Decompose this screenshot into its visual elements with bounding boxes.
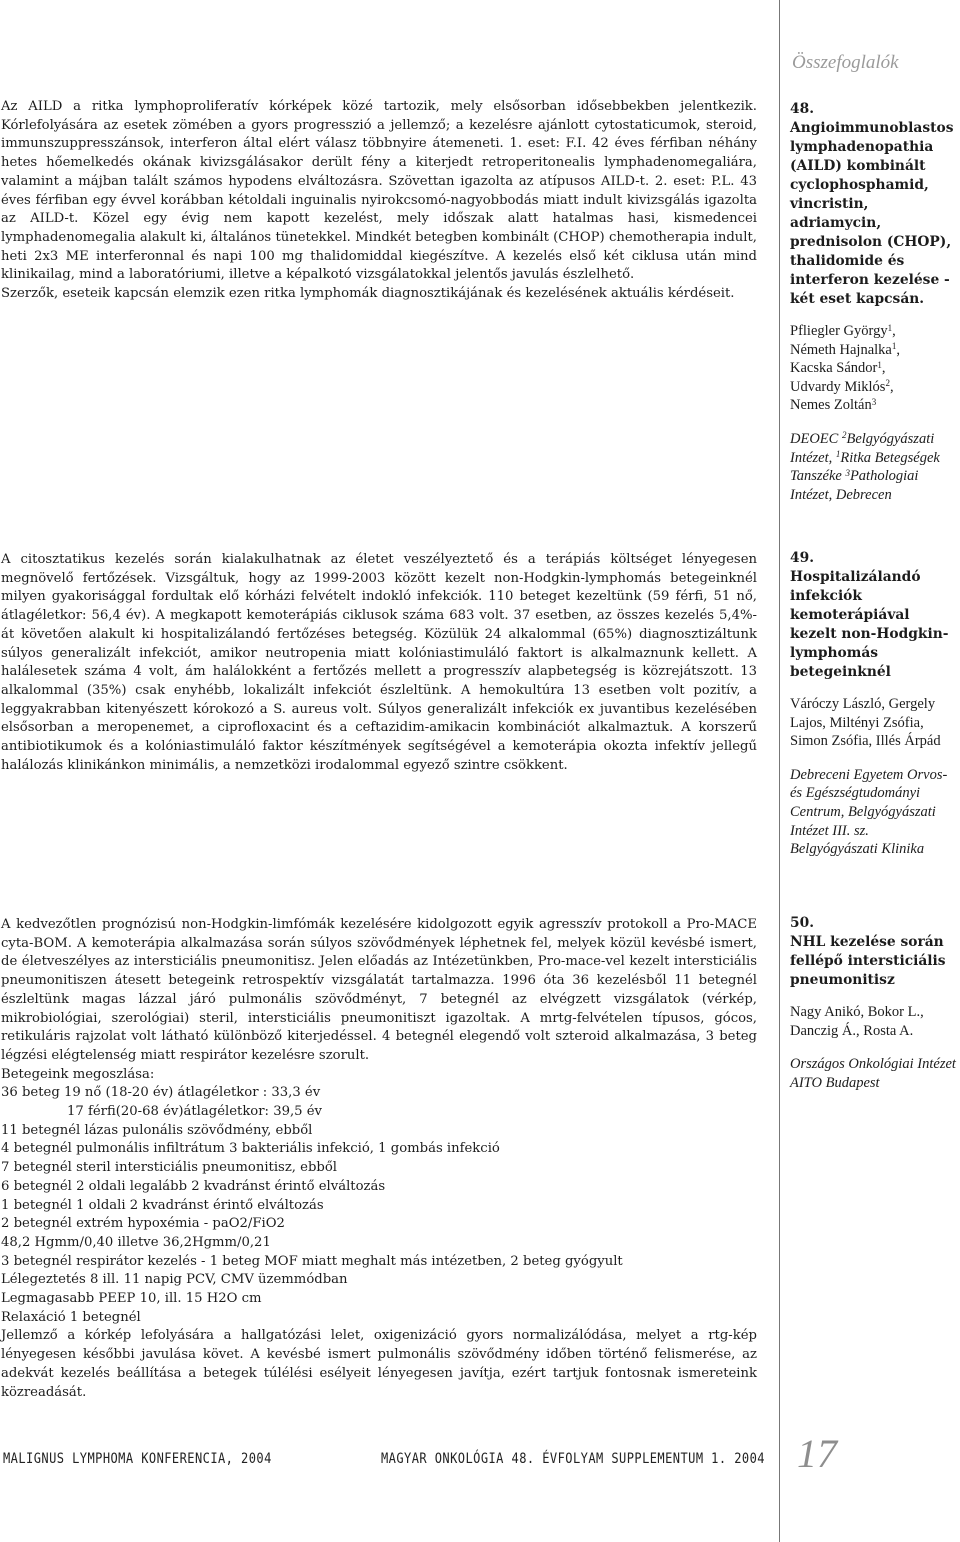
- abstract-50-list: [1, 1066, 757, 1328]
- abstract-48-sidebar: [790, 100, 960, 504]
- abstract-50-institution: Országos Onkológiai Intézet AITO Budapest: [790, 1056, 956, 1091]
- list-line: 6 betegnél 2 oldali legalább 2 kvadránst érintő elváltozás: [1, 1178, 386, 1194]
- abstract-48-paragraph-2: Szerzők, eseteik kapcsán elemzik ezen ritka lymphomák diagnosztikájának és kezelésének aktuális kérdéseit.: [1, 286, 735, 302]
- list-line: Relaxáció 1 betegnél: [1, 1309, 141, 1325]
- author: Pfliegler György$^1$,: [790, 322, 896, 339]
- list-line: 17 férfi(20-68 év)átlagéletkor: 39,5 év: [67, 1104, 322, 1120]
- list-line: 3 betegnél respirátor kezelés - 1 beteg MOF miatt meghalt más intézetben, 2 beteg gyógyult: [1, 1253, 623, 1269]
- author: Udvardy Miklós$^2$,: [790, 378, 894, 395]
- abstract-50-sidebar: [790, 914, 960, 1092]
- abstract-50-body: [1, 916, 757, 1402]
- abstract-49-number: 49.: [790, 550, 815, 566]
- abstract-48-body: [1, 98, 757, 304]
- abstract-48-institution: DEOEC $^2$Belgyógyászati Intézet, $^1$Ritka Betegségek Tanszéke $^3$Pathologiai Intézet, Debrecen: [790, 430, 940, 503]
- abstract-49-institution: Debreceni Egyetem Orvos- és Egészségtudományi Centrum, Belgyógyászati Intézet III. sz. Belgyógyászati Klinika: [790, 766, 948, 858]
- list-line: 4 betegnél pulmonális infiltrátum 3 bakteriális infekció, 1 gombás infekció: [1, 1141, 500, 1157]
- abstract-48-number: 48.: [790, 101, 815, 117]
- section-header: Összefoglalók: [792, 52, 899, 73]
- list-line: 1 betegnél 1 oldali 2 kvadránst érintő elváltozás: [1, 1197, 324, 1213]
- list-line: Lélegeztetés 8 ill. 11 napig PCV, CMV üzemmódban: [1, 1272, 348, 1288]
- abstract-49-authors: Váróczy László, Gergely Lajos, Miltényi Zsófia, Simon Zsófia, Illés Árpád: [790, 696, 941, 750]
- author: Nemes Zoltán$^3$: [790, 396, 877, 414]
- column-divider: [779, 0, 780, 1542]
- list-line: 2 betegnél extrém hypoxémia - paO2/FiO2: [1, 1216, 285, 1232]
- list-line: 48,2 Hgmm/0,40 illetve 36,2Hgmm/0,21: [1, 1234, 271, 1250]
- abstract-50-authors: Nagy Anikó, Bokor L., Danczig Á., Rosta A.: [790, 1004, 924, 1039]
- abstract-50-intro: A kedvezőtlen prognózisú non-Hodgkin-limfómák kezelésére kidolgozott egyik agresszív protokoll a Pro-MACE cyta-BOM. A kemoterápia alkalmazása során súlyos szövődmények léphetnek fel, melyek közül kevésbé ismert, de életveszélyes az intersticiális pneumonitisz. Jelen előadás az Intézetünkben, Pro-mace-vel kezelt intersticiális pneumonitiszen átesett betegeink retrospektív vizsgálatát tartalmazza. 1996 óta 36 kezelésből 11 betegnél észleltünk magas lázzal járó pulmonális szövődményt, 7 betegnél az elvégzett vizsgálatok (vérkép, mikrobiológiai, szerológiai) steril, intersticiális pneumonitiszt igazoltak. A mrtg-felvételen típusos, gócos, retikuláris rajzolat volt látható különböző kiterjedéssel. 4 betegnél elegendő volt szteroid alkalmazása, 3 beteg légzési elégtelenség miatt respirátor kezelésre szorult.: [1, 917, 757, 1063]
- list-line: 11 betegnél lázas pulonális szövődmény, ebből: [1, 1122, 313, 1138]
- abstract-48-authors: [790, 322, 960, 415]
- list-line: 36 beteg 19 nő (18-20 év) átlagéletkor : 33,3 év: [1, 1085, 321, 1101]
- author: Németh Hajnalka$^1$,: [790, 341, 900, 358]
- abstract-49-sidebar: [790, 549, 960, 859]
- abstract-49-paragraph: A citosztatikus kezelés során kialakulhatnak az életet veszélyeztető és a terápiás költséget lényegesen megnövelő fertőzések. Vizsgáltuk, hogy az 1999-2003 között kezelt non-Hodgkin-lymphomás betegeinknél milyen gyakorisággal fordultak elő kórházi felvételt indokló infekciók. 110 beteget kezeltünk (59 férfi, 51 nő, átlagéletkor: 56,4 év). A megkapott kemoterápiás ciklusok száma 683 volt. 37 esetben, az összes kezelés 5,4%-át követően alakult ki hospitalizálandó fertőzéses betegség. Közülük 24 alkalommal (65%) diagnosztizáltunk súlyos generalizált infekciót, amikor neutropenia miatt kolóniastimuláló faktort is alkalmaznunk kellett. A halálesetek száma 4 volt, ám halálokként a fertőzés mellett a progresszív alapbetegség is közrejátszott. 13 alkalommal (35%) csak enyhébb, lokalizált infekciót észleltünk. A hemokultúra 13 esetben volt pozitív, a leggyakrabban kitenyészett kórokozó a S. aureus volt. Súlyos generalizált infekciók ex juvantibus kezelésében elsősorban a meropenemet, a ciprofloxacint és a ceftazidim-amikacin kombinációt alkalmaztuk. A korszerű antibiotikumok és a kolóniastimuláló faktor készítmények segítségével a kemoterápia okozta infektív jellegű halálozás klinikánkon minimális, a nemzetközi irodalommal egyező szintre csökkent.: [1, 552, 757, 773]
- list-line: Legmagasabb PEEP 10, ill. 15 H2O cm: [1, 1291, 262, 1307]
- author: Kacska Sándor$^1$,: [790, 359, 886, 377]
- footer-conference: MALIGNUS LYMPHOMA KONFERENCIA, 2004: [3, 1451, 272, 1467]
- abstract-50-closing: Jellemző a kórkép lefolyására a hallgatózási lelet, oxigenizáció gyors normalizálódása, melyet a rtg-kép lényegesen későbbi javulása követ. A kevésbé ismert pulmonális szövődmény időben történő felismerése, az adekvát kezelés beállítása a betegek túlélési esélyeit lényegesen javítja, ezért tartjuk fontosnak ismereteink közreadását.: [1, 1328, 757, 1400]
- abstract-48-paragraph-1: Az AILD a ritka lymphoproliferatív kórképek közé tartozik, mely elsősorban idősebbekben jelentkezik. Kórlefolyására az esetek zömében a gyors progresszió a jellemző; a kezelésre ajánlott cytostaticumok, steroid, immunszuppresszánsok, interferon által elért válasz többnyire átemeneti. 1. eset: F.I. 42 éves férfiban néhány hetes hőemelkedés okának kivizsgálásakor derült fény a kiterjedt retroperitonealis lymphadenomegaliára, valamint a májban talált számos hypodens elváltozásra. Szövettan igazolta az atípusos AILD-t. 2. eset: P.L. 43 éves férfiban egy évvel korábban kétoldali inguinalis nyirokcsomó-nagyobbodás miatt indult kivizsgálás igazolta az AILD-t. Közel egy évig nem kapott kezelést, mely időszak alatt hatalmas hasi, kismedencei lymphadenomegalia alakult ki, általános tünetekkel. Mindkét betegben kombinált (CHOP) chemotherapia indult, heti 2x3 ME interferonnal és napi 100 mg thalidomiddal kiegészítve. A kezelés első két ciklusa után mind klinikailag, mind a laboratóriumi, illetve a képalkotó vizsgálatokkal jelentős javulás észlelhető.: [1, 99, 757, 283]
- abstract-48-title: Angioimmunoblastos lymphadenopathia (AILD) kombinált cyclophosphamid, vincristin, adriamycin, prednisolon (CHOP), thalidomide és interferon kezelése - két eset kapcsán.: [790, 120, 954, 307]
- abstract-49-title: Hospitalizálandó infekciók kemoterápiával kezelt non-Hodgkin-lymphomás betegeinknél: [790, 569, 949, 680]
- page-number: 17: [797, 1431, 837, 1476]
- abstract-50-title: NHL kezelése során fellépő intersticiális pneumonitisz: [790, 934, 946, 988]
- list-line: 7 betegnél steril intersticiális pneumonitisz, ebből: [1, 1160, 337, 1176]
- abstract-49-body: [1, 551, 757, 775]
- footer-journal: MAGYAR ONKOLÓGIA 48. ÉVFOLYAM SUPPLEMENTUM 1. 2004: [381, 1451, 765, 1467]
- abstract-50-number: 50.: [790, 915, 815, 931]
- list-line: Betegeink megoszlása:: [1, 1066, 155, 1082]
